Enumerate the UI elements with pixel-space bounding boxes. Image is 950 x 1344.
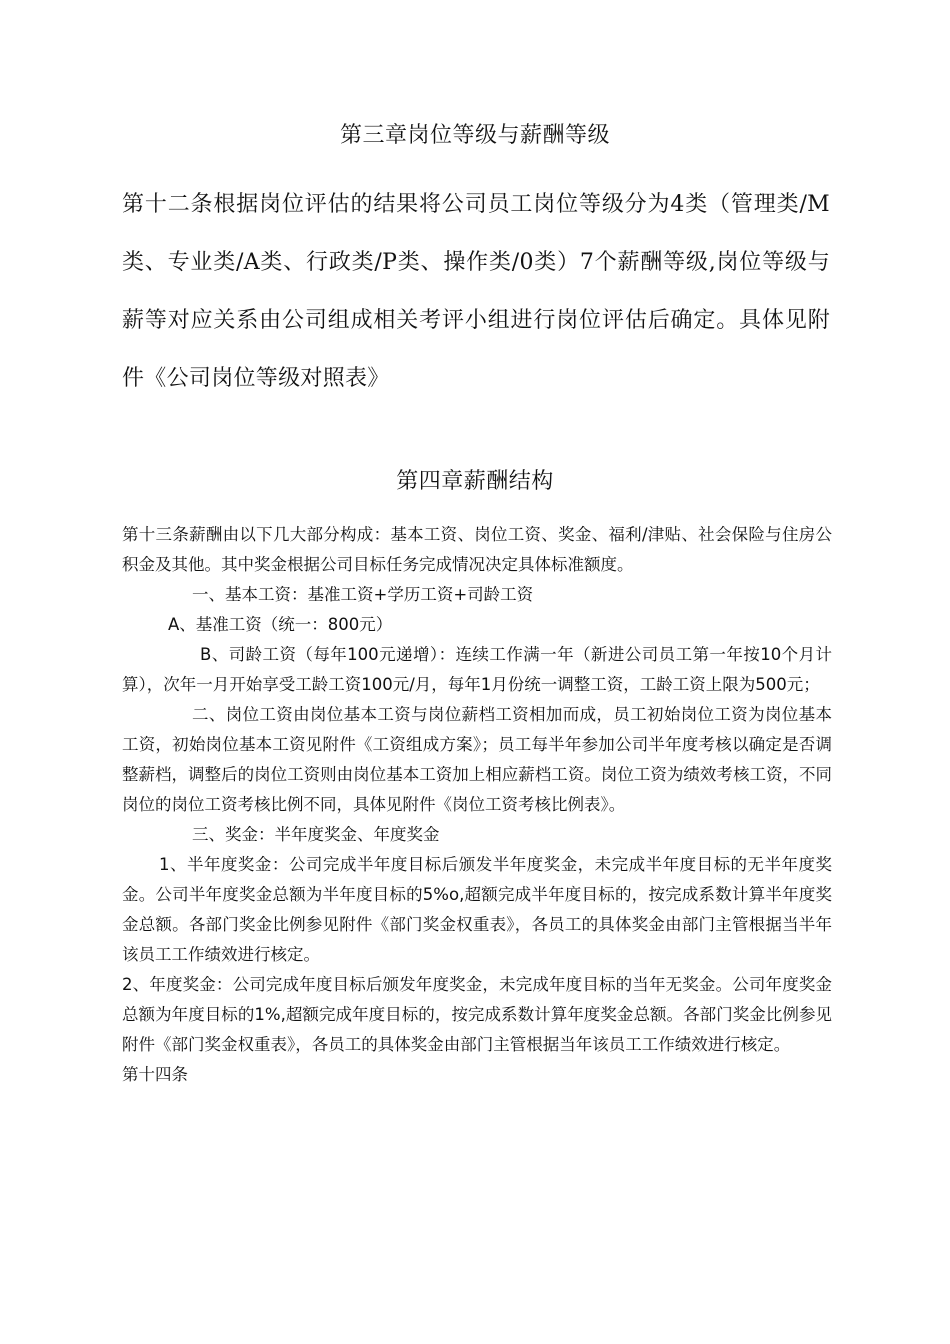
half-year-bonus-paragraph: 1、半年度奖金：公司完成半年度目标后颁发半年度奖金，未完成半年度目标的无半年度奖金。公司半年度奖金总额为半年度目标的5%o,超额完成半年度目标的，按完成系数计算半年度奖金总额。各部门奖金比例参见附件《部门奖金权重表》，各员工的具体奖金由部门主管根据当半年该员工工作绩效进行核定。 — [122, 855, 832, 964]
seniority-wage-item: B、司龄工资（每年100元递增）：连续工作满一年（新进公司员工第一年按10个月计算），次年一月开始享受工龄工资100元/月，每年1月份统一调整工资，工龄工资上限为500元； — [122, 645, 832, 694]
chapter-4-title: 第四章薪酬结构 — [396, 469, 554, 494]
position-wage-paragraph: 二、岗位工资由岗位基本工资与岗位薪档工资相加而成，员工初始岗位工资为岗位基本工资，初始岗位基本工资见附件《工资组成方案》；员工每半年参加公司半年度考核以确定是否调整薪档，调整后的岗位工资则由岗位基本工资加上相应薪档工资。岗位工资为绩效考核工资，不同岗位的岗位工资考核比例不同，具体见附件《岗位工资考核比例表》。 — [122, 705, 832, 814]
article-12: 第十二条根据岗位评估的结果将公司员工岗位等级分为4类（管理类/M类、专业类/A类、行政类/P类、操作类/0类）7个薪酬等级,岗位等级与薪等对应关系由公司组成相关考评小组进行岗位评估后确定。具体见附件《公司岗位等级对照表》 — [122, 192, 830, 391]
bonus-heading: 三、奖金：半年度奖金、年度奖金 — [192, 825, 440, 844]
article-13: 第十三条薪酬由以下几大部分构成：基本工资、岗位工资、奖金、福利/津贴、社会保险与住房公积金及其他。其中奖金根据公司目标任务完成情况决定具体标准额度。 — [122, 525, 832, 574]
annual-bonus-paragraph: 2、年度奖金：公司完成年度目标后颁发年度奖金，未完成年度目标的当年无奖金。公司年度奖金总额为年度目标的1%,超额完成年度目标的，按完成系数计算年度奖金总额。各部门奖金比例参见附件《部门奖金权重表》，各员工的具体奖金由部门主管根据当年该员工工作绩效进行核定。 — [122, 975, 832, 1054]
basic-wage-heading: 一、基本工资：基准工资+学历工资+司龄工资 — [192, 585, 534, 604]
base-wage-item: A、基准工资（统一：800元） — [168, 615, 393, 634]
article-14: 第十四条 — [122, 1065, 188, 1084]
chapter-3-title: 第三章岗位等级与薪酬等级 — [339, 123, 610, 148]
chapter-4-body — [122, 520, 832, 1090]
